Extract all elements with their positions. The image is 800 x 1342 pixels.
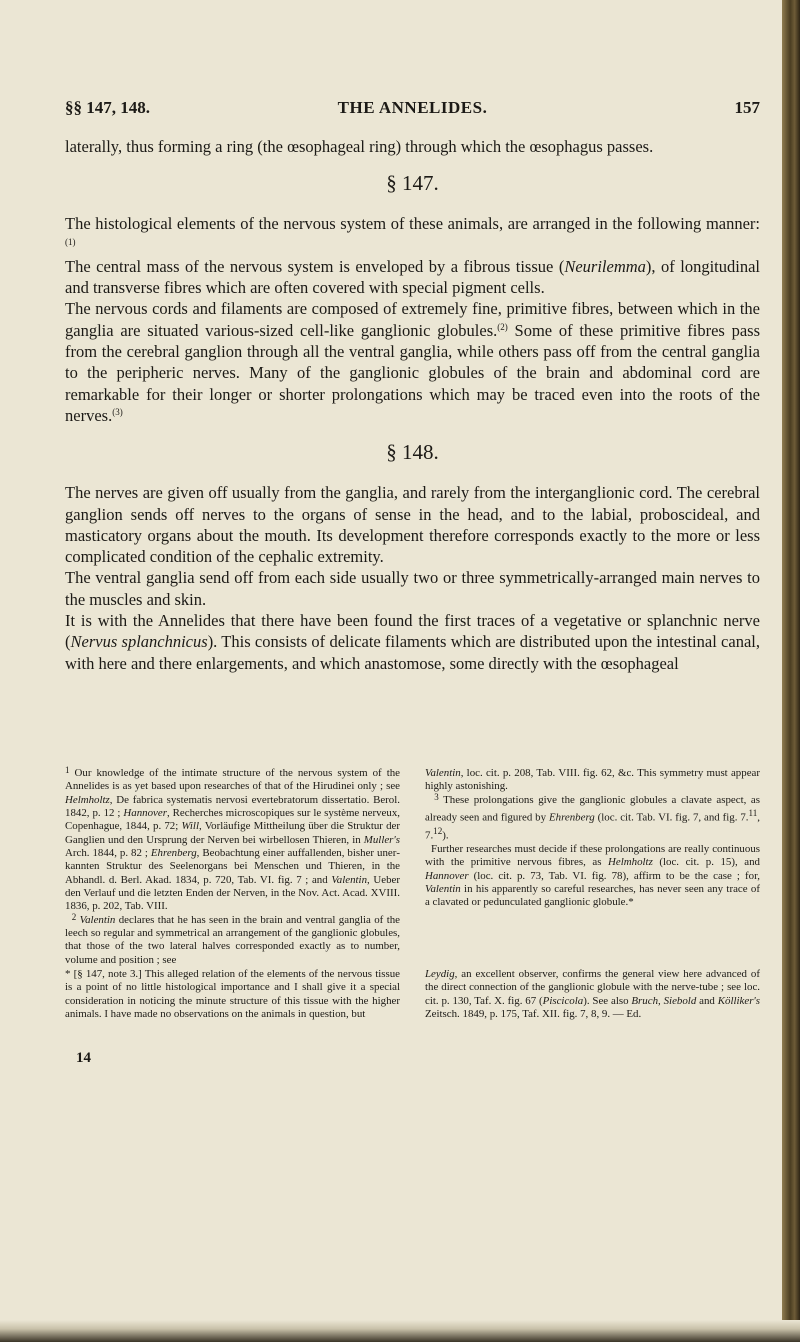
section-heading-147: § 147. [386, 171, 439, 196]
page-bottom-edge [0, 1320, 800, 1342]
footnote-ref: (2) [497, 321, 508, 332]
book-binding-edge [782, 0, 800, 1342]
footnote-2-cont: Valentin, loc. cit. p. 208, Tab. VIII. fig. 62, &c. This symmetry must appear highly astonishing. [425, 767, 760, 793]
editor-note-right: Leydig, an excellent observer, confirms the general view here advanced of the direct connection of the ganglionic globule with the nerve-tube ; see loc. cit. p. 130, Taf. X. fig. 67 (Piscicola). See also Bruch, Siebold and Kölliker's Zeitsch. 1849, p. 175, Taf. XII. fig. 7, 8, 9. — Ed. [425, 968, 760, 1021]
editor-note-left: * [§ 147, note 3.] This alleged relation of the elements of the nervous tissue is a point of no little histological importance and I shall give it a special consideration in noticing the minute structure of this tissue with the higher animals. I have made no observations on the animals in question, but [65, 968, 400, 1021]
footnote-column-right [425, 767, 760, 910]
italic-term: Neurilemma [564, 256, 646, 276]
signature-mark: 14 [76, 1050, 91, 1066]
paragraph: The histological elements of the nervous system of these animals, are arranged in the following manner: $^{(1)}$ [65, 214, 760, 247]
paragraph: The ventral ganglia send off from each side usually two or three symmetrically-arranged main nerves to the muscles and skin. [65, 568, 760, 609]
paragraph: It is with the Annelides that there have been found the first traces of a vegetative or splanchnic nerve (Nervus splanchnicus). This consists of delicate filaments which are distributed upon the intestinal canal, with here and there enlargements, and which anastomose, some directly with the œsophageal [65, 611, 760, 673]
header-section-range: §§ 147, 148. [65, 98, 150, 117]
footnote-2-start: $^2$ Valentin declares that he has seen in the brain and ventral ganglia of the leech so regular and symmetrical an arrangement of the ganglionic globules, that those of the two lateral halves corresponded exactly as to number, volume and position ; see [65, 911, 400, 966]
main-text [65, 136, 760, 674]
paragraph: laterally, thus forming a ring (the œsophageal ring) through which the œsophagus passes. [65, 137, 654, 156]
footnote-ref: (1) [65, 236, 76, 247]
footnote-3-cont: Further researches must decide if these prolongations are really continuous with the primitive nervous fibres, as Helmholtz (loc. cit. p. 15), and Hannover (loc. cit. p. 73, Tab. VI. fig. 78), affirm to be the case ; for, Valentin in his apparently so careful researches, has never seen any trace of a clavated or pedunculated ganglionic globule.* [425, 842, 761, 909]
running-header [65, 98, 760, 124]
footnote-column-left [65, 767, 400, 967]
paragraph: The nervous cords and filaments are composed of extremely fine, primitive fibres, between which in the ganglia are situated various-sized cell-like ganglionic globules.$^{(2)}$ Some of these primitive fibres pass from the cerebral ganglion through all the ventral ganglia, while others pass off from the central ganglia to the peripheric nerves. Many of the ganglionic globules of the brain and abdominal cord are remarkable for their longer or shorter prolongations which may be traced even into the roots of the nerves.$^{(3)}$ [65, 299, 760, 425]
paragraph: The nerves are given off usually from the ganglia, and rarely from the interganglionic cord. The cerebral ganglion sends off nerves to the organs of sense in the head, and to the labial, proboscideal, and masticatory organs about the mouth. Its development therefore corresponds exactly to the more or less complicated condition of the cephalic extremity. [65, 483, 760, 567]
footnote-1: $^1$ Our knowledge of the intimate structure of the nervous system of the Annelides is as yet based upon researches of that of the Hirudinei only ; see Helmholtz, De fabrica systematis nervosi evertebratorum dissertatio. Berol. 1842, p. 12 ; Hannover, Recherches microscopiques sur le système nerveux, Copenhague, 1844, p. 72; Will, Vorläufige Mittheilung über die Struktur der Ganglien und den Ursprung der Nerven bei wirbellosen Thieren, in Muller's Arch. 1844, p. 82 ; Ehrenberg, Beobachtung einer auffallenden, bisher unerkannten Struktur des Seelenorgans bei Menschen und Thieren, in the Abhandl. d. Berl. Akad. 1834, p. 720, Tab. VI. fig. 7 ; and Valentin, Ueber den Verlauf und die letzten Enden der Nerven, in the Nov. Act. Acad. XVIII. 1836, p. 202, Tab. VIII. [65, 765, 401, 913]
footnote-ref: (3) [112, 406, 123, 417]
italic-term: Nervus splanchnicus [70, 632, 208, 652]
paragraph: The central mass of the nervous system is enveloped by a fibrous tissue (Neurilemma), of longitudinal and transverse fibres which are often covered with special pigment cells. [65, 256, 761, 298]
footnote-3: $^3$ These prolongations give the ganglionic globules a clavate aspect, as already seen and figured by Ehrenberg (loc. cit. Tab. VI. fig. 7, and fig. 7.11, 7.12). [425, 791, 761, 842]
section-heading-148: § 148. [386, 440, 439, 465]
header-title: THE ANNELIDES. [337, 98, 488, 117]
page-number: 157 [734, 98, 760, 117]
